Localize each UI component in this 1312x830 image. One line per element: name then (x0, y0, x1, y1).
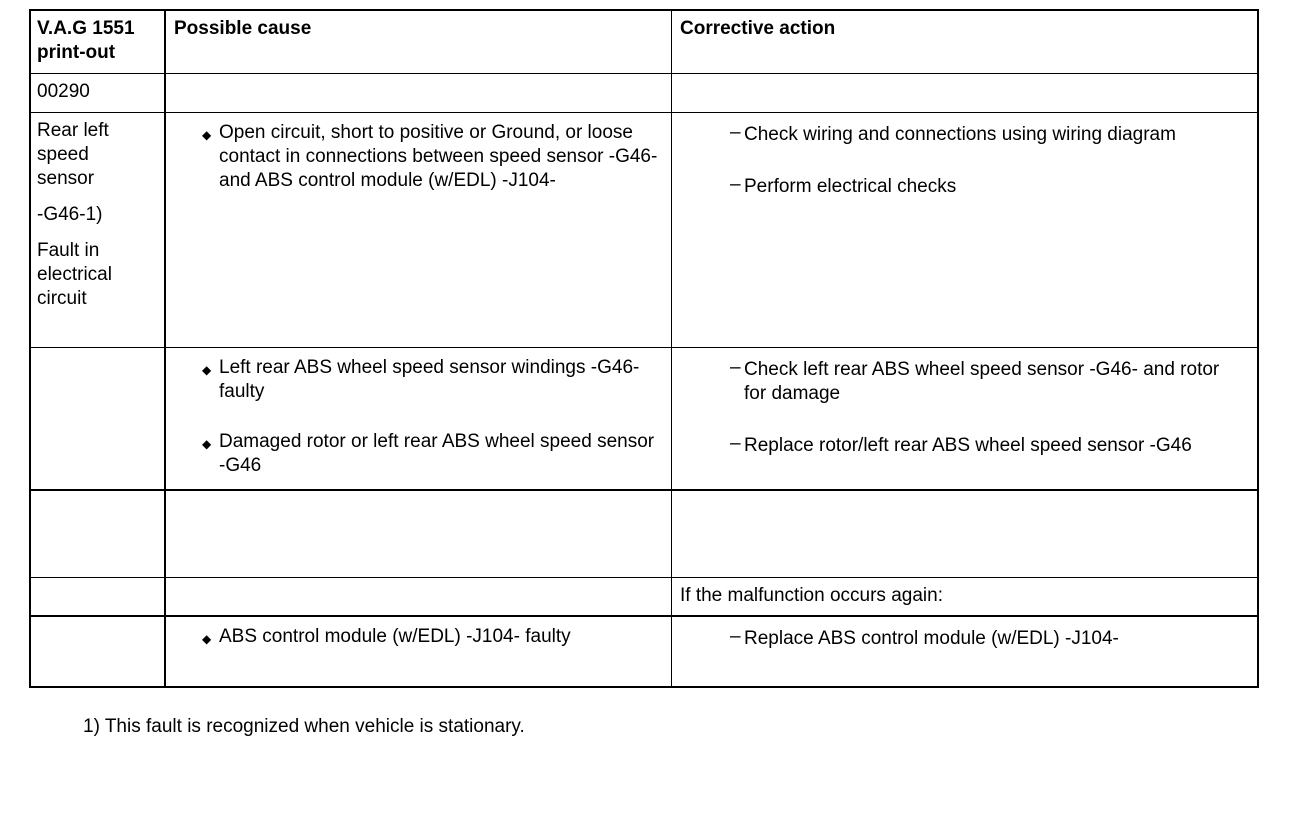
list-item (202, 430, 659, 478)
empty-cell (31, 348, 164, 489)
table-row (31, 489, 1257, 577)
bullet-icon: ◆ (202, 437, 212, 451)
table-row (31, 347, 1257, 489)
fault-code: 00290 (37, 81, 90, 102)
footnote: 1) This fault is recognized when vehicle is stationary. (83, 716, 525, 737)
dash-icon: – (730, 174, 741, 195)
list-item (730, 433, 1224, 458)
action-cell (671, 617, 1257, 688)
empty-cell (31, 491, 164, 577)
action-cell (671, 348, 1257, 489)
malfunction-note: If the malfunction occurs again: (671, 578, 1257, 615)
cause-cell (164, 113, 671, 347)
fault-sensor-name: Rear left speed sensor (37, 120, 109, 189)
action-text: Replace rotor/left rear ABS wheel speed sensor -G46 (744, 435, 1192, 456)
header-possible-cause: Possible cause (164, 11, 671, 73)
action-text: Replace ABS control module (w/EDL) -J104- (744, 628, 1119, 649)
cause-text: Left rear ABS wheel speed sensor windings -G46- faulty (219, 357, 640, 402)
action-text: Check wiring and connections using wiring diagram (744, 124, 1176, 145)
dash-icon: – (730, 626, 741, 647)
empty-cell (164, 491, 671, 577)
table-row (31, 73, 1257, 112)
empty-cell (671, 74, 1257, 112)
table-row (31, 112, 1257, 347)
list-item (730, 174, 1244, 199)
cause-text: Damaged rotor or left rear ABS wheel speed sensor -G46 (219, 431, 655, 476)
bullet-icon: ◆ (202, 363, 212, 377)
action-cell (671, 113, 1257, 347)
action-text: Perform electrical checks (744, 176, 957, 197)
empty-cell (31, 578, 164, 615)
header-printout: V.A.G 1551 print-out (37, 18, 135, 63)
table-header-row (31, 11, 1257, 73)
list-item (730, 357, 1244, 406)
empty-cell (671, 491, 1257, 577)
empty-cell (164, 578, 671, 615)
bullet-icon: ◆ (202, 128, 212, 142)
list-item (202, 121, 659, 193)
fault-description (31, 113, 151, 347)
cause-cell (164, 348, 671, 489)
fault-table (29, 9, 1259, 688)
fault-sensor-code: -G46-1) (37, 204, 103, 225)
cause-text: ABS control module (w/EDL) -J104- faulty (219, 626, 571, 647)
header-corrective-action: Corrective action (671, 11, 1257, 73)
table-row (31, 577, 1257, 615)
list-item (202, 356, 659, 404)
list-item (730, 122, 1244, 147)
fault-type: Fault in electrical circuit (37, 240, 112, 309)
list-item (730, 626, 1244, 651)
table-row (31, 615, 1257, 688)
list-item (202, 625, 659, 649)
cause-text: Open circuit, short to positive or Ground, or loose contact in connections between speed sensor -G46- and ABS control module (w/EDL) -J104- (219, 122, 658, 191)
dash-icon: – (730, 122, 741, 143)
dash-icon: – (730, 433, 741, 454)
empty-cell (31, 617, 164, 688)
bullet-icon: ◆ (202, 632, 212, 646)
action-text: Check left rear ABS wheel speed sensor -G46- and rotor for damage (744, 359, 1220, 404)
cause-cell (164, 617, 671, 688)
empty-cell (164, 74, 671, 112)
dash-icon: – (730, 357, 741, 378)
